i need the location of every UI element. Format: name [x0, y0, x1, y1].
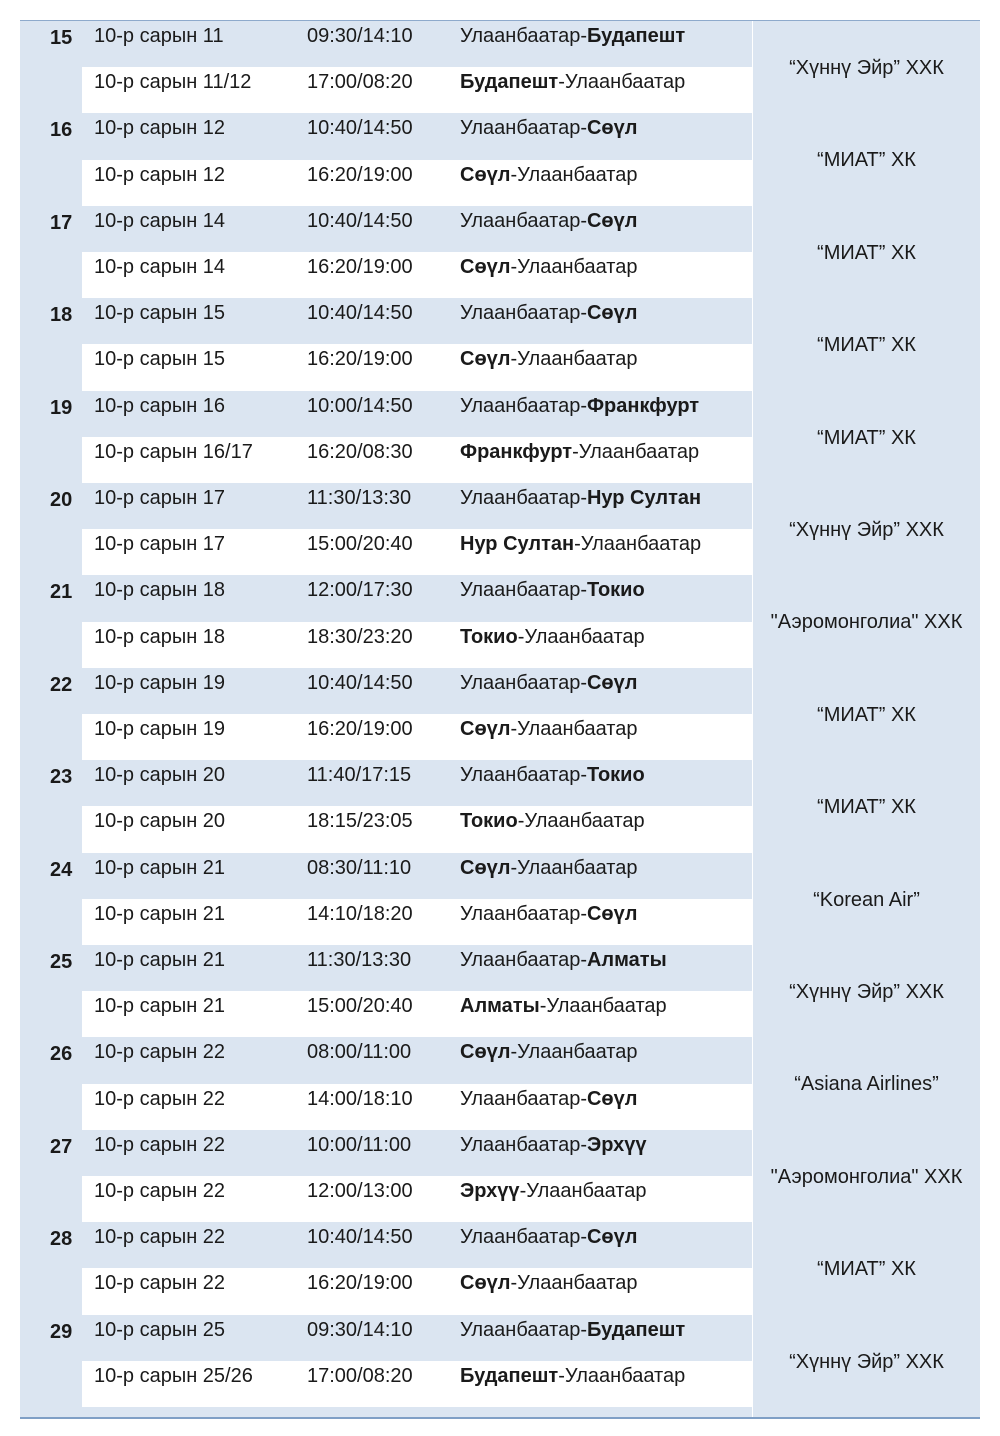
route-part: Улаанбаатар- — [460, 949, 587, 971]
route-destination: Сөүл — [586, 117, 638, 140]
flight-row — [82, 945, 752, 991]
flight-group — [20, 760, 980, 852]
flight-group — [20, 853, 980, 945]
flight-date: 10-р сарын 21 — [94, 995, 226, 1018]
flight-time: 11:30/13:30 — [307, 949, 412, 971]
route-part: -Улаанбаатар — [510, 1272, 638, 1295]
flight-date: 10-р сарын 21 — [94, 902, 226, 925]
route-destination: Сөүл — [460, 255, 511, 278]
row-number: 20 — [50, 489, 73, 511]
flight-date: 10-р сарын 21 — [94, 856, 226, 879]
flight-date: 10-р сарын 14 — [94, 255, 226, 278]
flight-time: 10:40/14:50 — [307, 117, 413, 140]
flight-time: 11:30/13:30 — [307, 487, 412, 509]
flight-row — [82, 206, 752, 252]
flight-row — [82, 529, 752, 575]
flight-route — [460, 1088, 637, 1111]
flight-date: 10-р сарын 22 — [94, 1179, 226, 1202]
flight-group — [20, 206, 980, 298]
route-part: Улаанбаатар- — [460, 117, 587, 140]
flight-group — [20, 1315, 980, 1407]
flight-row — [82, 252, 752, 298]
flight-route — [460, 533, 701, 556]
flight-date: 10-р сарын 16/17 — [94, 440, 253, 463]
route-destination: Токио — [586, 764, 645, 787]
flight-group — [20, 21, 980, 113]
flight-row — [82, 160, 752, 206]
flight-time: 18:15/23:05 — [307, 810, 413, 833]
flight-route — [460, 71, 685, 94]
flight-date: 10-р сарын 16 — [94, 394, 226, 417]
route-destination: Сөүл — [586, 902, 638, 925]
flight-route — [460, 348, 637, 371]
airline-name: “Хүннү Эйр” ХХК — [789, 981, 944, 1003]
flight-route — [460, 1226, 637, 1249]
flight-route — [460, 487, 701, 510]
flight-route — [460, 903, 637, 926]
airline-name: “МИАТ” ХК — [817, 1258, 916, 1281]
route-part: -Улаанбаатар — [510, 163, 638, 186]
flight-row — [82, 21, 752, 67]
flight-time: 10:40/14:50 — [307, 209, 413, 232]
flight-date: 10-р сарын 19 — [94, 671, 226, 694]
flight-row — [82, 437, 752, 483]
flight-time: 18:30/23:20 — [307, 625, 413, 648]
route-part: -Улаанбаатар — [517, 810, 645, 833]
flight-group — [20, 945, 980, 1037]
airline-name: “МИАТ” ХК — [817, 426, 916, 449]
flight-route — [460, 810, 645, 833]
route-part: -Улаанбаатар — [539, 995, 667, 1018]
flight-date: 10-р сарын 12 — [94, 117, 226, 140]
airline-name: “МИАТ” ХК — [817, 241, 916, 264]
route-destination: Сөүл — [586, 1087, 638, 1110]
route-destination: Сөүл — [586, 209, 638, 232]
flight-row — [82, 298, 752, 344]
flight-group — [20, 575, 980, 667]
flight-time: 16:20/08:30 — [307, 440, 413, 463]
flight-row — [82, 344, 752, 390]
flight-date: 10-р сарын 14 — [94, 209, 226, 232]
route-part: -Улаанбаатар — [510, 717, 638, 740]
row-number: 28 — [50, 1228, 73, 1251]
flight-route — [460, 117, 637, 140]
flight-row — [82, 1084, 752, 1130]
flight-date: 10-р сарын 25/26 — [94, 1364, 253, 1387]
flight-route — [460, 25, 685, 48]
flight-row — [82, 1268, 752, 1314]
airline-name: “Хүннү Эйр” ХХК — [789, 57, 944, 79]
route-part: Улаанбаатар- — [460, 764, 587, 787]
route-part: Улаанбаатар- — [460, 1318, 587, 1341]
route-destination: Сөүл — [460, 856, 511, 879]
flight-row — [82, 483, 752, 529]
flight-date: 10-р сарын 18 — [94, 625, 226, 648]
airline-name: “МИАТ” ХК — [817, 334, 916, 357]
airline-name: "Аэромонголиа" ХХК — [770, 611, 963, 634]
flight-date: 10-р сарын 11 — [94, 25, 224, 47]
flight-time: 10:00/14:50 — [307, 394, 413, 417]
route-destination: Нур Султан — [460, 533, 575, 556]
flight-group — [20, 1130, 980, 1222]
row-number: 25 — [50, 951, 73, 973]
flight-time: 17:00/08:20 — [307, 71, 413, 94]
route-part: Улаанбаатар- — [460, 671, 587, 694]
flight-route — [460, 1134, 647, 1157]
route-destination: Сөүл — [460, 717, 511, 740]
route-destination: Сөүл — [460, 1272, 511, 1295]
route-destination: Сөүл — [586, 671, 638, 694]
route-destination: Сөүл — [460, 1041, 511, 1064]
route-part: Улаанбаатар- — [460, 487, 587, 509]
flight-time: 16:20/19:00 — [307, 1272, 413, 1295]
flight-row — [82, 1037, 752, 1083]
flight-row — [82, 806, 752, 852]
flight-row — [82, 1130, 752, 1176]
flight-time: 17:00/08:20 — [307, 1364, 413, 1387]
flight-group — [20, 1037, 980, 1129]
airline-name: “МИАТ” ХК — [817, 703, 916, 726]
route-part: -Улаанбаатар — [558, 1364, 686, 1387]
flight-route — [460, 764, 645, 787]
route-part: Улаанбаатар- — [460, 394, 587, 417]
flight-date: 10-р сарын 12 — [94, 163, 226, 186]
route-part: Улаанбаатар- — [460, 1133, 587, 1156]
flight-row — [82, 714, 752, 760]
flight-route — [460, 256, 637, 279]
route-part: Улаанбаатар- — [460, 1087, 587, 1110]
flight-time: 14:10/18:20 — [307, 902, 413, 925]
route-part: -Улаанбаатар — [510, 255, 638, 278]
row-number: 27 — [50, 1135, 73, 1158]
flight-row — [82, 113, 752, 159]
flight-time: 10:00/11:00 — [307, 1133, 412, 1156]
route-destination: Сөүл — [586, 1226, 638, 1249]
route-destination: Сөүл — [460, 163, 511, 186]
flight-date: 10-р сарын 19 — [94, 717, 226, 740]
flight-row — [82, 1361, 752, 1407]
flight-time: 11:40/17:15 — [307, 764, 412, 787]
flight-route — [460, 1272, 637, 1295]
route-destination: Алматы — [586, 949, 667, 971]
row-number: 16 — [50, 119, 73, 142]
flight-route — [460, 395, 699, 418]
route-destination: Эрхүү — [460, 1179, 520, 1202]
route-part: -Улаанбаатар — [510, 348, 638, 371]
flight-date: 10-р сарын 18 — [94, 579, 226, 602]
route-destination: Алматы — [460, 995, 540, 1018]
route-part: Улаанбаатар- — [460, 25, 587, 47]
flight-time: 12:00/17:30 — [307, 579, 413, 602]
flight-time: 09:30/14:10 — [307, 1318, 413, 1341]
airline-name: “Хүннү Эйр” ХХК — [789, 519, 944, 541]
flight-row — [82, 622, 752, 668]
row-number: 23 — [50, 766, 73, 789]
route-part: Улаанбаатар- — [460, 1226, 587, 1249]
flight-time: 10:40/14:50 — [307, 1226, 413, 1249]
route-part: Улаанбаатар- — [460, 902, 587, 925]
flight-date: 10-р сарын 20 — [94, 810, 226, 833]
flight-date: 10-р сарын 17 — [94, 533, 226, 556]
flight-route — [460, 441, 699, 464]
airline-name: “МИАТ” ХК — [817, 796, 916, 819]
row-number: 29 — [50, 1320, 73, 1343]
route-destination: Франкфурт — [586, 394, 700, 417]
route-destination: Будапешт — [460, 71, 559, 94]
airline-name: “Asiana Airlines” — [794, 1073, 939, 1096]
flight-date: 10-р сарын 21 — [94, 949, 226, 971]
flight-time: 08:00/11:00 — [307, 1041, 412, 1064]
flight-row — [82, 760, 752, 806]
row-number: 17 — [50, 211, 73, 234]
route-destination: Будапешт — [460, 1364, 559, 1387]
flight-group — [20, 113, 980, 205]
flight-route — [460, 949, 667, 972]
airline-name: “Korean Air” — [813, 888, 920, 911]
row-number: 26 — [50, 1043, 73, 1066]
row-number: 24 — [50, 858, 73, 881]
flight-route — [460, 857, 637, 880]
flight-row — [82, 853, 752, 899]
flight-group — [20, 391, 980, 483]
route-part: -Улаанбаатар — [574, 533, 702, 556]
flight-row — [82, 67, 752, 113]
airline-name: “МИАТ” ХК — [817, 149, 916, 172]
route-part: -Улаанбаатар — [572, 440, 700, 463]
flight-time: 10:40/14:50 — [307, 671, 413, 694]
flight-row — [82, 1222, 752, 1268]
flight-route — [460, 626, 645, 649]
flight-time: 16:20/19:00 — [307, 717, 413, 740]
flight-date: 10-р сарын 22 — [94, 1226, 226, 1249]
flight-row — [82, 1176, 752, 1222]
route-destination: Франкфурт — [460, 440, 573, 463]
route-destination: Сөүл — [460, 348, 511, 371]
flight-time: 12:00/13:00 — [307, 1179, 413, 1202]
flight-schedule-table — [20, 20, 980, 1419]
flight-route — [460, 718, 637, 741]
flight-route — [460, 1319, 685, 1342]
flight-route — [460, 672, 637, 695]
flight-date: 10-р сарын 11/12 — [94, 71, 252, 94]
flight-date: 10-р сарын 22 — [94, 1272, 226, 1295]
flight-route — [460, 1180, 647, 1203]
flight-time: 16:20/19:00 — [307, 348, 413, 371]
flight-date: 10-р сарын 17 — [94, 487, 226, 509]
flight-route — [460, 579, 645, 602]
row-number: 15 — [50, 27, 73, 49]
row-number: 21 — [50, 581, 73, 604]
flight-row — [82, 668, 752, 714]
route-part: -Улаанбаатар — [510, 856, 638, 879]
flight-group — [20, 298, 980, 390]
route-destination: Будапешт — [586, 25, 686, 47]
flight-row — [82, 991, 752, 1037]
flight-time: 16:20/19:00 — [307, 255, 413, 278]
flight-time: 09:30/14:10 — [307, 25, 413, 47]
route-destination: Будапешт — [586, 1318, 686, 1341]
row-number: 19 — [50, 396, 73, 419]
flight-route — [460, 164, 637, 187]
flight-route — [460, 302, 637, 325]
flight-route — [460, 210, 637, 233]
flight-date: 10-р сарын 20 — [94, 764, 226, 787]
flight-time: 14:00/18:10 — [307, 1087, 413, 1110]
flight-route — [460, 1365, 685, 1388]
route-destination: Токио — [460, 625, 518, 648]
flight-time: 15:00/20:40 — [307, 995, 413, 1018]
airline-name: "Аэромонголиа" ХХК — [770, 1165, 963, 1188]
route-part: Улаанбаатар- — [460, 209, 587, 232]
flight-date: 10-р сарын 22 — [94, 1087, 226, 1110]
flight-row — [82, 1315, 752, 1361]
row-number: 22 — [50, 673, 73, 696]
flight-row — [82, 391, 752, 437]
flight-date: 10-р сарын 22 — [94, 1041, 226, 1064]
flight-time: 08:30/11:10 — [307, 856, 412, 879]
flight-date: 10-р сарын 25 — [94, 1318, 226, 1341]
route-destination: Сөүл — [586, 302, 638, 325]
route-part: -Улаанбаатар — [510, 1041, 638, 1064]
flight-group — [20, 1222, 980, 1314]
route-part: -Улаанбаатар — [517, 625, 645, 648]
route-destination: Нур Султан — [586, 487, 702, 509]
flight-time: 15:00/20:40 — [307, 533, 413, 556]
flight-group — [20, 483, 980, 575]
route-destination: Токио — [460, 810, 518, 833]
flight-row — [82, 899, 752, 945]
airline-name: “Хүннү Эйр” ХХК — [789, 1350, 944, 1373]
route-part: -Улаанбаатар — [519, 1179, 647, 1202]
route-destination: Эрхүү — [586, 1133, 647, 1156]
flight-date: 10-р сарын 15 — [94, 302, 226, 325]
flight-date: 10-р сарын 15 — [94, 348, 226, 371]
route-part: Улаанбаатар- — [460, 579, 587, 602]
flight-time: 10:40/14:50 — [307, 302, 413, 325]
route-destination: Токио — [586, 579, 645, 602]
flight-group — [20, 668, 980, 760]
route-part: -Улаанбаатар — [558, 71, 686, 94]
flight-route — [460, 1041, 637, 1064]
flight-time: 16:20/19:00 — [307, 163, 413, 186]
flight-row — [82, 575, 752, 621]
row-number: 18 — [50, 304, 73, 327]
route-part: Улаанбаатар- — [460, 302, 587, 325]
flight-date: 10-р сарын 22 — [94, 1133, 226, 1156]
flight-route — [460, 995, 667, 1018]
